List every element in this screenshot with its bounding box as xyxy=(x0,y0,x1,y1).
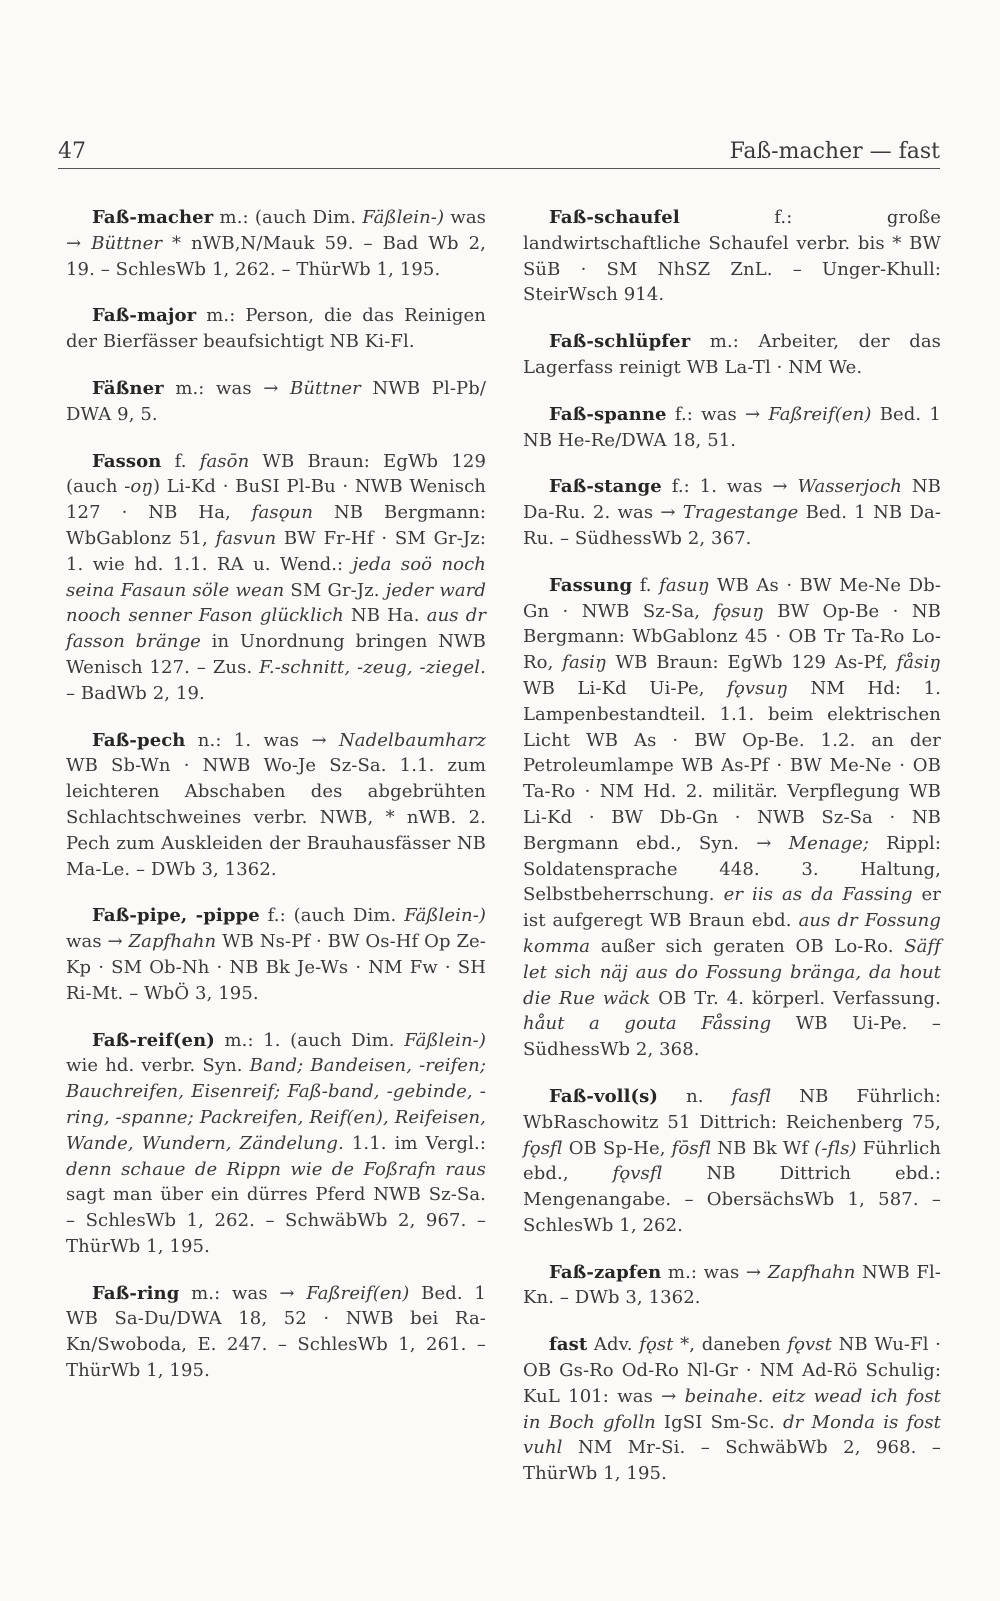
entry-text-italic: Nadelbaumharz xyxy=(338,729,486,751)
dictionary-entry xyxy=(523,474,941,551)
entry-text: f. xyxy=(632,574,660,596)
dictionary-entry xyxy=(66,728,486,883)
entry-headword: Faß-reif(en) xyxy=(92,1029,215,1051)
dictionary-entry xyxy=(523,205,941,308)
page-number: 47 xyxy=(58,139,86,164)
entry-text-italic: aus dr Fossung komma xyxy=(523,910,941,957)
dictionary-entry xyxy=(523,1332,941,1487)
dictionary-entry xyxy=(523,329,941,381)
entry-text: er ist aufgeregt WB Braun ebd. xyxy=(523,884,941,932)
entry-text: Bed. 1 NB Da-Ru. – SüdhessWb 2, 367. xyxy=(523,502,941,549)
entry-text: n.: 1. was → xyxy=(185,729,339,751)
entry-text: NWB Pl-Pb/ DWA 9, 5. xyxy=(66,377,486,425)
entry-text: IgSI Sm-Sc. xyxy=(655,1411,783,1433)
entry-text: Bed. 1 NB He-Re/DWA 18, 51. xyxy=(523,403,941,451)
entry-text-italic: fasfl xyxy=(731,1085,772,1107)
entry-text-italic: beinahe. xyxy=(684,1385,764,1407)
entry-headword: Faß-major xyxy=(92,305,197,327)
dictionary-entry xyxy=(66,376,486,428)
entry-text-italic: er iis as da Fassing xyxy=(723,884,913,906)
entry-text-italic: Fäßlein-) xyxy=(362,207,445,228)
entry-text: NB Führlich: WbRaschowitz 51 Dittrich: Reichenberg 75, xyxy=(523,1085,941,1133)
entry-text-italic: fǫst xyxy=(639,1334,674,1356)
entry-text-italic: fasǫun xyxy=(251,502,314,524)
entry-text: NB Wu-Fl · OB Gs-Ro Od-Ro Nl-Gr · NM Ad-Rö Schulig: KuL 101: was → xyxy=(523,1334,941,1407)
entry-text-italic: Wasserjoch xyxy=(797,476,902,498)
entry-text: f.: 1. was → xyxy=(661,476,798,498)
entry-text-italic: Band; Bandeisen, -reifen; Bauchreifen, Eisenreif; Faß-band, -gebinde, -ring, -spanne; Packreifen, Reif(en), Reifeisen, Wande, Wundern, Zändelung. xyxy=(66,1055,486,1154)
entry-text-italic: fǫvst xyxy=(787,1334,832,1356)
entry-headword: Faß-macher xyxy=(92,207,214,228)
dictionary-entry xyxy=(523,1084,941,1239)
entry-text-italic: Menage; xyxy=(788,832,870,854)
entry-text-italic: Fäßlein-) xyxy=(404,1029,486,1051)
left-column xyxy=(66,205,486,1405)
entry-headword: Fäßner xyxy=(92,377,164,399)
entry-text-italic: denn schaue de Rippn wie de Foßrafn raus xyxy=(66,1158,486,1180)
entry-text-italic: fasōn xyxy=(199,450,250,472)
entry-text: BW Fr-Hf · SM Gr-Jz: 1. wie hd. 1.1. RA u. Wend.: xyxy=(66,527,486,575)
entry-text: was → xyxy=(66,931,129,953)
entry-text-italic: fōsfl xyxy=(671,1137,712,1159)
entry-text-italic: Büttner xyxy=(91,232,163,254)
entry-headword: Faß-pech xyxy=(92,729,186,751)
entry-text: WB As · BW Me-Ne Db-Gn · NWB Sz-Sa, xyxy=(523,574,941,622)
entry-text: *, daneben xyxy=(673,1334,788,1356)
entry-text: f.: (auch Dim. xyxy=(259,905,405,927)
entry-headword: Fasson xyxy=(92,450,162,472)
entry-text: Bed. 1 WB Sa-Du/DWA 18, 52 · NWB bei Ra-Kn/Swoboda, E. 247. – SchlesWb 1, 261. – ThürWb 1, 195. xyxy=(66,1282,486,1382)
entry-text-italic: Faßreif(en) xyxy=(768,403,872,425)
entry-text-italic: Zapfhahn xyxy=(767,1261,856,1283)
dictionary-entry xyxy=(66,205,486,282)
entry-text: BW Op-Be · NB Bergmann: WbGablonz 45 · OB Tr Ta-Ro Lo-Ro, xyxy=(523,600,941,674)
entry-text: WB Sb-Wn · NWB Wo-Je Sz-Sa. 1.1. zum leichteren Abschaben des abgebrühten Schlachtschweines verbr. NWB, * nWB. 2. Pech zum Auskleiden der Brauhausfässer NB Ma-Le. – DWb 3, 1362. xyxy=(66,755,486,880)
entry-headword: Faß-pipe, -pippe xyxy=(92,905,260,927)
entry-text: wie hd. verbr. Syn. xyxy=(66,1055,250,1077)
entry-text: n. xyxy=(658,1085,732,1107)
entry-text: OB Tr. 4. körperl. Verfassung. xyxy=(650,987,941,1009)
entry-text-italic: håut a gouta Fåssing xyxy=(523,1013,772,1035)
entry-text: * nWB,N/Mauk 59. – Bad Wb 2, 19. – SchlesWb 1, 262. – ThürWb 1, 195. xyxy=(66,232,486,280)
entry-text: m.: Arbeiter, der das Lagerfass reinigt WB La-Tl · NM We. xyxy=(523,331,941,378)
entry-text: OB Sp-He, xyxy=(562,1137,672,1159)
dictionary-entry xyxy=(66,1281,486,1384)
entry-text: NB Bergmann: WbGablonz 51, xyxy=(66,502,486,549)
entry-text: Rippl: Soldatensprache 448. 3. Haltung, Selbstbeherrschung. xyxy=(523,832,941,906)
entry-text: NB Da-Ru. 2. was → xyxy=(523,476,942,524)
entry-text-italic: Faßreif(en) xyxy=(306,1282,410,1304)
entry-text-italic: Zapfhahn xyxy=(128,931,217,953)
entry-text-italic: fǫsfl xyxy=(523,1137,563,1159)
entry-text-italic: Büttner xyxy=(290,377,361,399)
entry-text: WB Braun: EgWb 129 (auch xyxy=(66,450,487,498)
entry-text: Führlich ebd., xyxy=(523,1137,941,1185)
entry-text-italic: aus dr fasson bränge xyxy=(66,605,487,653)
entry-text: NB Bk Wf xyxy=(711,1137,815,1159)
entry-headword: Faß-schlüpfer xyxy=(549,331,691,353)
entry-text: NM Hd: 1. Lampenbestandteil. 1.1. beim elektrischen Licht WB As · BW Op-Be. 1.2. an der Petroleumlampe WB As-Pf · BW Me-Ne · OB Ta-Ro · NM Hd. 2. militär. Verpflegung WB Li-Kd · BW Db-Gn · NWB Sz-Sa · NB Bergmann ebd., Syn. → xyxy=(523,677,941,854)
entry-headword: Faß-ring xyxy=(92,1282,180,1304)
entry-text: m.: Person, die das Reinigen der Bierfässer beaufsichtigt NB Ki-Fl. xyxy=(66,305,486,353)
entry-text-italic: F.-schnitt, -zeug, -ziegel. xyxy=(259,656,486,678)
entry-text xyxy=(764,1386,772,1407)
entry-text-italic: fǫvsfl xyxy=(612,1163,663,1185)
entry-text: SM Gr-Jz. xyxy=(284,579,386,601)
entry-text: in Unordnung bringen NWB Wenisch 127. – Zus. xyxy=(66,631,486,678)
entry-text: m.: 1. (auch Dim. xyxy=(214,1029,405,1051)
entry-text: f. xyxy=(161,450,200,472)
entry-text-italic: fǫsuŋ xyxy=(713,600,764,622)
entry-text-italic: (-fls) xyxy=(814,1137,857,1159)
dictionary-entry xyxy=(66,903,486,1006)
entry-text-italic: jeda soö noch seina Fasaun söle wean xyxy=(66,553,486,601)
entry-text-italic: Tragestange xyxy=(682,502,799,524)
entry-text-italic: -oŋ xyxy=(124,476,153,498)
entry-text: 1.1. im Vergl.: xyxy=(343,1132,486,1154)
entry-text: WB Li-Kd Ui-Pe, xyxy=(523,677,728,699)
entry-text: Adv. xyxy=(587,1334,640,1356)
running-head: Faß-macher — fast xyxy=(729,139,940,164)
page-header xyxy=(58,140,940,169)
entry-text-italic: dr Monda is fost vuhl xyxy=(523,1411,942,1459)
entry-text: sagt man über ein dürres Pferd NWB Sz-Sa. – SchlesWb 1, 262. – SchwäbWb 2, 967. – ThürWb 1, 195. xyxy=(66,1184,486,1257)
entry-text: NM Mr-Si. – SchwäbWb 2, 968. – ThürWb 1, 195. xyxy=(523,1437,941,1485)
dictionary-entry xyxy=(523,402,941,454)
entry-text-italic: Fäßlein-) xyxy=(404,905,487,927)
entry-text-italic: fasiŋ xyxy=(562,652,607,674)
dictionary-entry xyxy=(66,449,486,707)
entry-text: was → xyxy=(66,207,487,254)
dictionary-entry xyxy=(66,303,486,355)
right-column xyxy=(523,205,941,1508)
entry-text: NWB Fl-Kn. – DWb 3, 1362. xyxy=(523,1261,941,1309)
entry-text: m.: was → xyxy=(661,1261,768,1283)
entry-text: f.: große landwirtschaftliche Schaufel verbr. bis * BW SüB · SM NhSZ ZnL. – Unger-Khull: SteirWsch 914. xyxy=(523,207,941,306)
entry-text-italic: fasvun xyxy=(215,527,277,549)
entry-text: WB Ui-Pe. – SüdhessWb 2, 368. xyxy=(523,1013,941,1061)
dictionary-entry xyxy=(66,1028,486,1260)
entry-headword: Faß-stange xyxy=(549,476,662,498)
entry-text: m.: was → xyxy=(163,377,291,399)
entry-text: m.: (auch Dim. xyxy=(213,207,363,228)
dictionary-entry xyxy=(523,1260,941,1312)
entry-text: WB Braun: EgWb 129 As-Pf, xyxy=(606,652,897,674)
entry-text: NB Ha. xyxy=(343,605,427,627)
dictionary-entry xyxy=(523,573,941,1063)
entry-text: außer sich geraten OB Lo-Ro. xyxy=(590,935,905,957)
entry-text: WB Ns-Pf · BW Os-Hf Op Ze-Kp · SM Ob-Nh · NB Bk Je-Ws · NM Fw · SH Ri-Mt. – WbÖ 3, 195. xyxy=(66,931,486,1004)
entry-headword: Faß-schaufel xyxy=(549,207,680,228)
entry-text-italic: jeder ward nooch senner Fason glücklich xyxy=(66,579,487,627)
entry-text-italic: fåsiŋ xyxy=(896,652,941,674)
entry-text: NB Dittrich ebd.: Mengenangabe. – ObersächsWb 1, 587. – SchlesWb 1, 262. xyxy=(523,1163,941,1236)
entry-text-italic: eitz wead ich fost in Boch gfolln xyxy=(523,1385,941,1433)
entry-headword: Faß-zapfen xyxy=(549,1261,662,1283)
entry-text-italic: fǫvsuŋ xyxy=(727,677,788,699)
entry-text: f.: was → xyxy=(666,403,769,425)
entry-text-italic: Säff let sich näj aus do Fossung bränga, da hout die Rue wäck xyxy=(523,935,941,1009)
entry-headword: fast xyxy=(549,1334,588,1356)
entry-headword: Fassung xyxy=(549,574,633,596)
entry-text: – BadWb 2, 19. xyxy=(66,682,205,704)
entry-headword: Faß-voll(s) xyxy=(549,1085,659,1107)
entry-text-italic: fasuŋ xyxy=(659,574,710,596)
entry-text: m.: was → xyxy=(179,1282,307,1304)
entry-text: ) Li-Kd · BuSI Pl-Bu · NWB Wenisch 127 · NB Ha, xyxy=(66,476,487,524)
entry-headword: Faß-spanne xyxy=(549,403,667,425)
